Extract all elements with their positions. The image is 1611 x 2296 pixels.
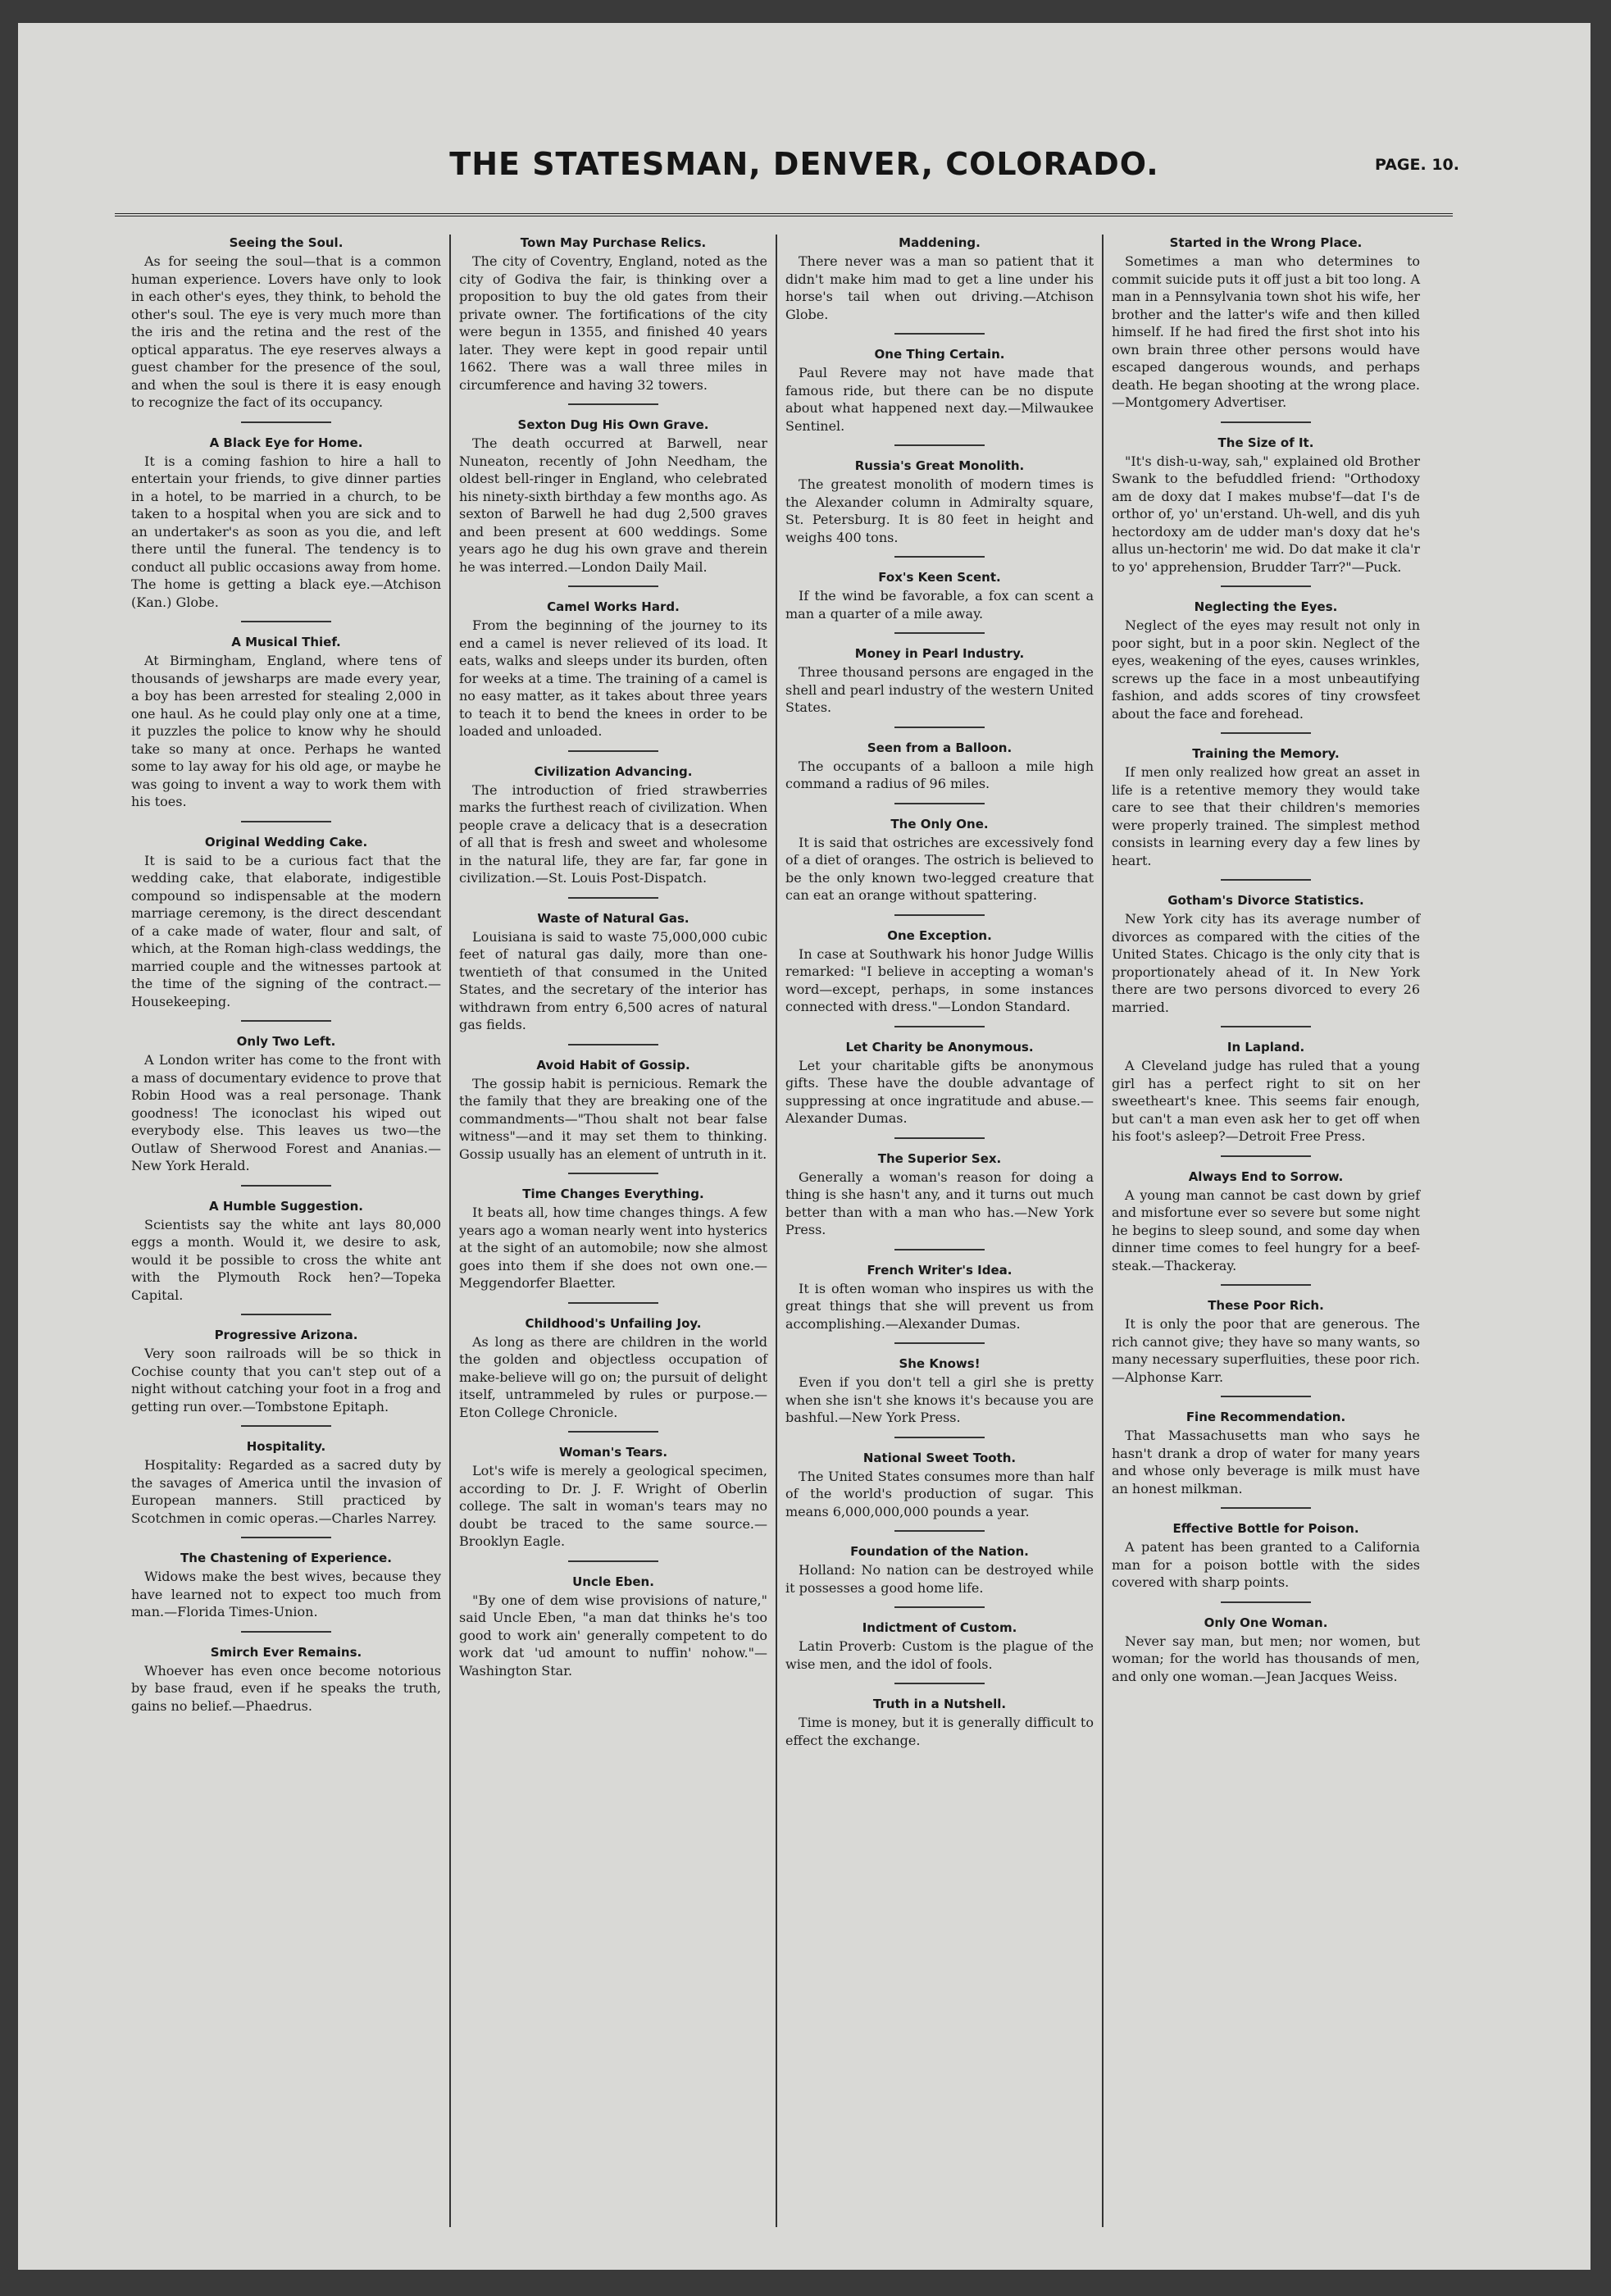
- article-body: Louisiana is said to waste 75,000,000 cubic feet of natural gas daily, more than one-twentieth of that consumed in the United States, and the secretary of the interior has withdrawn from entry 6,500 acres of natural gas fields.: [459, 928, 767, 1032]
- article-body: Scientists say the white ant lays 80,000 eggs a month. Would it, we desire to ask, would it be possible to cross the white ant with the Plymouth Rock hen?—Topeka Capital.: [131, 1216, 441, 1303]
- article-body: Let your charitable gifts be anonymous gifts. These have the double advantage of suppressing at once ingratitude and abuse.—Alexander Dumas.: [785, 1057, 1094, 1126]
- article-separator: [1221, 1396, 1311, 1397]
- article-body: It is said to be a curious fact that the wedding cake, that elaborate, indigestible compound so indispensable at the modern marriage ceremony, is the direct descendant of a cake made of water, flour and salt, of which, at the Roman high-class weddings, the married couple and the witnesses partook at the time of the signing of the contract.—Housekeeping.: [131, 852, 441, 1009]
- article: [131, 1550, 441, 1621]
- article-separator: [568, 750, 658, 752]
- article: [131, 435, 441, 612]
- article-headline: Russia's Great Monolith.: [854, 458, 1025, 473]
- article-body: The city of Coventry, England, noted as the city of Godiva the fair, is thinking over a proposition to buy the old gates from their private owner. The fortifications of the city were begun in 1355, and finished 40 years later. They were kept in good repair until 1662. There was a wall three miles in circumference and having 32 towers.: [459, 253, 767, 393]
- article-headline: Civilization Advancing.: [534, 763, 693, 779]
- article-separator: [241, 421, 331, 423]
- article-body: It is only the poor that are generous. The rich cannot give; they have so many wants, so many necessary superfluities, these poor rich.—Alphonse Karr.: [1112, 1316, 1420, 1385]
- article-separator: [1221, 1507, 1311, 1509]
- article-separator: [894, 444, 985, 446]
- article-headline: Original Wedding Cake.: [204, 834, 368, 850]
- article-body: Widows make the best wives, because they have learned not to expect too much from man.—Florida Times-Union.: [131, 1569, 441, 1620]
- article-separator: [894, 1026, 985, 1027]
- article-headline: Camel Works Hard.: [547, 599, 680, 614]
- column-2: [449, 235, 776, 2227]
- article-body: The introduction of fried strawberries marks the furthest reach of civilization. When people crave a delicacy that is a desecration of all that is fresh and sweet and wholesome in the natural life, they are far, far gone in civilization.—St. Louis Post-Dispatch.: [459, 781, 767, 886]
- article-headline: Gotham's Divorce Statistics.: [1167, 893, 1364, 908]
- article-body: A young man cannot be cast down by grief and misfortune ever so severe but some night he begins to sleep sound, and some day when dinner time comes to feel hungry for a beef-steak.—Thackeray.: [1112, 1187, 1420, 1273]
- article: [459, 599, 767, 740]
- article-separator: [241, 1185, 331, 1187]
- article-body: Three thousand persons are engaged in the shell and pearl industry of the western United States.: [785, 664, 1094, 715]
- article-body: "It's dish-u-way, sah," explained old Brother Swank to the befuddled friend: "Orthodoxy am de doxy dat I makes mubse'f—dat I's de orthor of, yo' un'erstand. Uh-well, and dis yuh hectordoxy am de udder man's doxy dat he's allus un-hectorin' me wid. Do dat make it cla'r to yo' apprehension, Brudder Tarr?"—Puck.: [1112, 453, 1420, 575]
- article: [1112, 1615, 1420, 1686]
- article: [131, 235, 441, 412]
- article-body: It beats all, how time changes things. A few years ago a woman nearly went into hysterics at the sight of an automobile; now she almost goes into them if she does not own one.—Meggendorfer Blaetter.: [459, 1205, 767, 1291]
- article-separator: [894, 914, 985, 916]
- article-body: That Massachusetts man who says he hasn't drank a drop of water for many years and whose only beverage is milk must have an honest milkman.: [1112, 1428, 1420, 1496]
- article-body: As for seeing the soul—that is a common human experience. Lovers have only to look in each other's eyes, they think, to behold the other's soul. The eye is very much more than the iris and the retina and the rest of the optical apparatus. The eye reserves always a guest chamber for the presence of the soul, and when the soul is there it is easy enough to recognize the fact of its occupancy.: [131, 253, 441, 410]
- article: [785, 1262, 1094, 1333]
- article-headline: A Black Eye for Home.: [209, 435, 363, 450]
- article-headline: Only Two Left.: [236, 1034, 336, 1049]
- article-separator: [241, 1425, 331, 1427]
- article-headline: Uncle Eben.: [572, 1574, 654, 1589]
- article-separator: [894, 803, 985, 804]
- article-columns: [123, 235, 1449, 2227]
- article-headline: Sexton Dug His Own Grave.: [517, 417, 709, 432]
- article-body: The greatest monolith of modern times is the Alexander column in Admiralty square, St. Petersburg. It is 80 feet in height and weighs 400 tons.: [785, 476, 1094, 545]
- article: [459, 417, 767, 576]
- article-body: Latin Proverb: Custom is the plague of the wise men, and the idol of fools.: [785, 1638, 1094, 1672]
- article-headline: Only One Woman.: [1204, 1615, 1328, 1630]
- article: [459, 1186, 767, 1292]
- article-body: Time is money, but it is generally difficult to effect the exchange.: [785, 1715, 1094, 1748]
- article-headline: Truth in a Nutshell.: [872, 1697, 1007, 1711]
- article: [1112, 599, 1420, 722]
- article-separator: [894, 333, 985, 335]
- article-headline: Seen from a Balloon.: [867, 740, 1013, 755]
- article-body: At Birmingham, England, where tens of thousands of jewsharps are made every year, a boy has been arrested for stealing 2,000 in one haul. As he could play only one at a time, it puzzles the police to know why he should take so many at once. Perhaps he wanted some to lay away for his old age, or maybe he was going to invent a way to work them with his toes.: [131, 653, 441, 809]
- column-4: [1102, 235, 1428, 2227]
- newspaper-title: THE STATESMAN, DENVER, COLORADO.: [449, 146, 1159, 182]
- article-headline: Time Changes Everything.: [522, 1187, 704, 1201]
- article-separator: [241, 1537, 331, 1538]
- article-separator: [1221, 421, 1311, 423]
- article: [1112, 1409, 1420, 1497]
- article-body: Never say man, but men; nor women, but woman; for the world has thousands of men, and only one woman.—Jean Jacques Weiss.: [1112, 1633, 1420, 1684]
- article: [131, 634, 441, 811]
- article-separator: [1221, 879, 1311, 881]
- article: [785, 816, 1094, 904]
- masthead-rule: [115, 213, 1453, 216]
- article-body: Very soon railroads will be so thick in Cochise county that you can't step out of a night without catching your foot in a frog and getting run over.—Tombstone Epitaph.: [131, 1346, 441, 1414]
- article-body: From the beginning of the journey to its end a camel is never relieved of its load. It eats, walks and sleeps under its burden, often for weeks at a time. The training of a camel is no easy matter, as it takes about three years to teach it to bend the knees in order to be loaded and unloaded.: [459, 617, 767, 739]
- article: [1112, 1039, 1420, 1146]
- article-separator: [568, 403, 658, 405]
- masthead: [18, 146, 1591, 212]
- article: [1112, 1297, 1420, 1386]
- article-separator: [1221, 585, 1311, 587]
- article-headline: Fox's Keen Scent.: [878, 570, 1001, 585]
- article-headline: Childhood's Unfailing Joy.: [525, 1315, 702, 1331]
- article-headline: Hospitality.: [246, 1439, 326, 1454]
- article-separator: [1221, 1601, 1311, 1603]
- article-separator: [894, 1249, 985, 1250]
- article-body: If the wind be favorable, a fox can scent a man a quarter of a mile away.: [785, 588, 1094, 622]
- article-headline: National Sweet Tooth.: [862, 1450, 1017, 1465]
- article-separator: [894, 1683, 985, 1684]
- article-body: The gossip habit is pernicious. Remark the the family that they are breaking one of the commandments—"Thou shalt not bear false witness"—and it may set them to thinking. Gossip usually has an element of untruth in it.: [459, 1075, 767, 1162]
- article-body: Whoever has even once become notorious by base fraud, even if he speaks the truth, gains no belief.—Phaedrus.: [131, 1662, 441, 1714]
- article-body: There never was a man so patient that it didn't make him mad to get a line under his horse's tail when out driving.—Atchison Globe.: [785, 253, 1094, 322]
- article: [131, 1327, 441, 1415]
- article: [459, 1574, 767, 1680]
- article: [459, 763, 767, 887]
- article: [785, 1150, 1094, 1239]
- article: [131, 1644, 441, 1715]
- article: [131, 1438, 441, 1527]
- article-headline: A Humble Suggestion.: [208, 1198, 364, 1214]
- article-separator: [1221, 732, 1311, 734]
- article-separator: [241, 1631, 331, 1633]
- article-body: Paul Revere may not have made that famous ride, but there can be no dispute about what happened next day.—Milwaukee Sentinel.: [785, 365, 1094, 434]
- article: [459, 1057, 767, 1164]
- article-separator: [568, 1173, 658, 1174]
- article-headline: The Only One.: [890, 816, 989, 831]
- article-body: It is often woman who inspires us with the great things that she will prevent us from accomplishing.—Alexander Dumas.: [785, 1280, 1094, 1332]
- article-separator: [568, 1302, 658, 1304]
- article: [131, 1198, 441, 1305]
- article: [785, 1039, 1094, 1128]
- article: [1112, 1168, 1420, 1275]
- article-body: Lot's wife is merely a geological specimen, according to Dr. J. F. Wright of Oberlin college. The salt in woman's tears may no doubt be traced to the same source.—Brooklyn Eagle.: [459, 1463, 767, 1549]
- article-headline: French Writer's Idea.: [867, 1262, 1013, 1278]
- article: [459, 1315, 767, 1422]
- article-headline: These Poor Rich.: [1208, 1298, 1324, 1313]
- article: [785, 1543, 1094, 1597]
- article-headline: Neglecting the Eyes.: [1194, 599, 1338, 614]
- column-3: [776, 235, 1102, 2227]
- article-separator: [241, 821, 331, 822]
- article-body: The United States consumes more than half of the world's production of sugar. This means 6,000,000,000 pounds a year.: [785, 1468, 1094, 1519]
- article-separator: [894, 727, 985, 728]
- article-headline: Avoid Habit of Gossip.: [536, 1057, 690, 1073]
- article: [1112, 235, 1420, 412]
- article: [1112, 1520, 1420, 1592]
- article-separator: [894, 1137, 985, 1139]
- article-headline: One Exception.: [887, 927, 992, 943]
- article-separator: [241, 1314, 331, 1315]
- article: [785, 927, 1094, 1016]
- article-body: Holland: No nation can be destroyed while it possesses a good home life.: [785, 1562, 1094, 1596]
- article-body: The death occurred at Barwell, near Nuneaton, recently of John Needham, the oldest bell-ringer in England, who celebrated his ninety-sixth birthday a few months ago. As sexton of Barwell he had dug 2,500 graves and been present at 600 weddings. Some years ago he dug his own grave and therein he was interred.—London Daily Mail.: [459, 435, 767, 575]
- article: [785, 1620, 1094, 1673]
- article-body: Sometimes a man who determines to commit suicide puts it off just a bit too long. A man in a Pennsylvania town shot his wife, her brother and the latter's wife and then killed himself. If he had fired the first shot into his own brain three other persons would have escaped dangerous wounds, and perhaps death. He began shooting at the wrong place.—Montgomery Advertiser.: [1112, 253, 1420, 410]
- article-separator: [894, 1437, 985, 1438]
- article-separator: [568, 585, 658, 587]
- article-separator: [894, 556, 985, 558]
- article-separator: [241, 1020, 331, 1022]
- article-body: As long as there are children in the world the golden and objectless occupation of make-believe will go on; the pursuit of delight itself, untrammeled by rules or purpose.—Eton College Chronicle.: [459, 1333, 767, 1420]
- article-body: It is a coming fashion to hire a hall to entertain your friends, to give dinner parties in a hotel, to be married in a church, to be taken to a hospital when you are sick and to an undertaker's as soon as you die, and left there until the funeral. The tendency is to conduct all public occasions away from home. The home is getting a black eye.—Atchison (Kan.) Globe.: [131, 453, 441, 610]
- article-separator: [241, 621, 331, 622]
- article-separator: [568, 897, 658, 899]
- article-body: New York city has its average number of divorces as compared with the cities of the United States. Chicago is the only city that is proportionately ahead of it. In New York there are two persons divorced to every 26 married.: [1112, 911, 1420, 1015]
- article-separator: [894, 1342, 985, 1344]
- article: [459, 910, 767, 1034]
- article-body: It is said that ostriches are excessively fond of a diet of oranges. The ostrich is believed to be the only known two-legged creature that can eat an orange without spattering.: [785, 834, 1094, 903]
- column-1: [123, 235, 449, 2227]
- article-body: A patent has been granted to a California man for a poison bottle with the sides covered with sharp points.: [1112, 1539, 1420, 1590]
- article-separator: [1221, 1026, 1311, 1027]
- article-headline: Seeing the Soul.: [229, 235, 344, 250]
- article-headline: The Chastening of Experience.: [180, 1551, 392, 1565]
- article-headline: The Size of It.: [1217, 435, 1314, 450]
- article: [1112, 892, 1420, 1016]
- article-body: A Cleveland judge has ruled that a young girl has a perfect right to sit on her sweetheart's knee. This seems fair enough, but can't a man even ask her to get off when his foot's asleep?—Detroit Free Press.: [1112, 1058, 1420, 1144]
- article-separator: [568, 1044, 658, 1046]
- article: [131, 1033, 441, 1175]
- article-body: Generally a woman's reason for doing a thing is she hasn't any, and it turns out much better than with a man who has.—New York Press.: [785, 1168, 1094, 1237]
- page-number: PAGE. 10.: [1375, 156, 1459, 174]
- article-body: Hospitality: Regarded as a sacred duty by the savages of America until the invasion of European manners. Still practiced by Scotchmen in comic operas.—Charles Narrey.: [131, 1457, 441, 1526]
- article-body: The occupants of a balloon a mile high command a radius of 96 miles.: [785, 758, 1094, 791]
- article-headline: Fine Recommendation.: [1185, 1410, 1346, 1424]
- article-headline: Woman's Tears.: [558, 1445, 668, 1460]
- article-headline: She Knows!: [899, 1356, 981, 1371]
- article-separator: [568, 1560, 658, 1562]
- article: [785, 1450, 1094, 1521]
- newspaper-page: [18, 23, 1591, 2270]
- article-headline: Waste of Natural Gas.: [537, 910, 689, 926]
- article-headline: Smirch Ever Remains.: [210, 1644, 362, 1660]
- article-body: If men only realized how great an asset in life is a retentive memory they would take care to see that their children's memories were properly trained. The simplest method consists in learning every day a few lines by heart.: [1112, 764, 1420, 868]
- article-headline: Maddening.: [899, 235, 981, 250]
- article: [459, 235, 767, 394]
- article-separator: [894, 1530, 985, 1532]
- article-headline: In Lapland.: [1226, 1040, 1305, 1055]
- article: [785, 346, 1094, 435]
- article: [1112, 435, 1420, 576]
- article-body: Neglect of the eyes may result not only in poor sight, but in a poor skin. Neglect of the eyes, weakening of the eyes, causes wrinkles, screws up the face in a most unbeautifying fashion, and adds scores of tiny crowsfeet about the face and forehead.: [1112, 617, 1420, 722]
- article-body: "By one of dem wise provisions of nature," said Uncle Eben, "a man dat thinks he's too good to work ain' generally competent to do work dat 'ud amount to nuffin' nohow."—Washington Star.: [459, 1592, 767, 1679]
- article: [785, 1355, 1094, 1427]
- article-headline: Town May Purchase Relics.: [520, 235, 707, 250]
- article-headline: Effective Bottle for Poison.: [1172, 1521, 1359, 1536]
- article: [785, 458, 1094, 546]
- article-headline: Always End to Sorrow.: [1188, 1168, 1344, 1184]
- article: [785, 740, 1094, 793]
- article-headline: Indictment of Custom.: [862, 1620, 1017, 1635]
- article-headline: Progressive Arizona.: [214, 1328, 358, 1342]
- article-headline: Let Charity be Anonymous.: [845, 1039, 1034, 1055]
- article-body: Even if you don't tell a girl she is pretty when she isn't she knows it's because you are bashful.—New York Press.: [785, 1374, 1094, 1425]
- article-headline: Training the Memory.: [1192, 746, 1340, 761]
- article-separator: [1221, 1155, 1311, 1157]
- article-headline: Money in Pearl Industry.: [854, 646, 1025, 661]
- article-separator: [894, 1606, 985, 1608]
- article-separator: [894, 632, 985, 634]
- article: [785, 1696, 1094, 1749]
- article: [785, 569, 1094, 622]
- article-headline: Started in the Wrong Place.: [1169, 235, 1363, 250]
- article-body: In case at Southwark his honor Judge Willis remarked: "I believe in accepting a woman's word—except, perhaps, in some instances connected with dress."—London Standard.: [785, 945, 1094, 1014]
- article-separator: [568, 1431, 658, 1433]
- article-headline: A Musical Thief.: [231, 635, 341, 649]
- article: [459, 1444, 767, 1551]
- article-headline: The Superior Sex.: [877, 1150, 1002, 1166]
- article: [131, 834, 441, 1011]
- article: [1112, 745, 1420, 869]
- article: [785, 235, 1094, 323]
- article: [785, 645, 1094, 717]
- article-headline: One Thing Certain.: [874, 347, 1005, 362]
- article-headline: Foundation of the Nation.: [850, 1544, 1029, 1559]
- article-separator: [1221, 1284, 1311, 1286]
- article-body: A London writer has come to the front with a mass of documentary evidence to prove that Robin Hood was a real personage. Thank goodness! The iconoclast his wiped out everybody else. This leaves us two—the Outlaw of Sherwood Forest and Ananias.—New York Herald.: [131, 1052, 441, 1173]
